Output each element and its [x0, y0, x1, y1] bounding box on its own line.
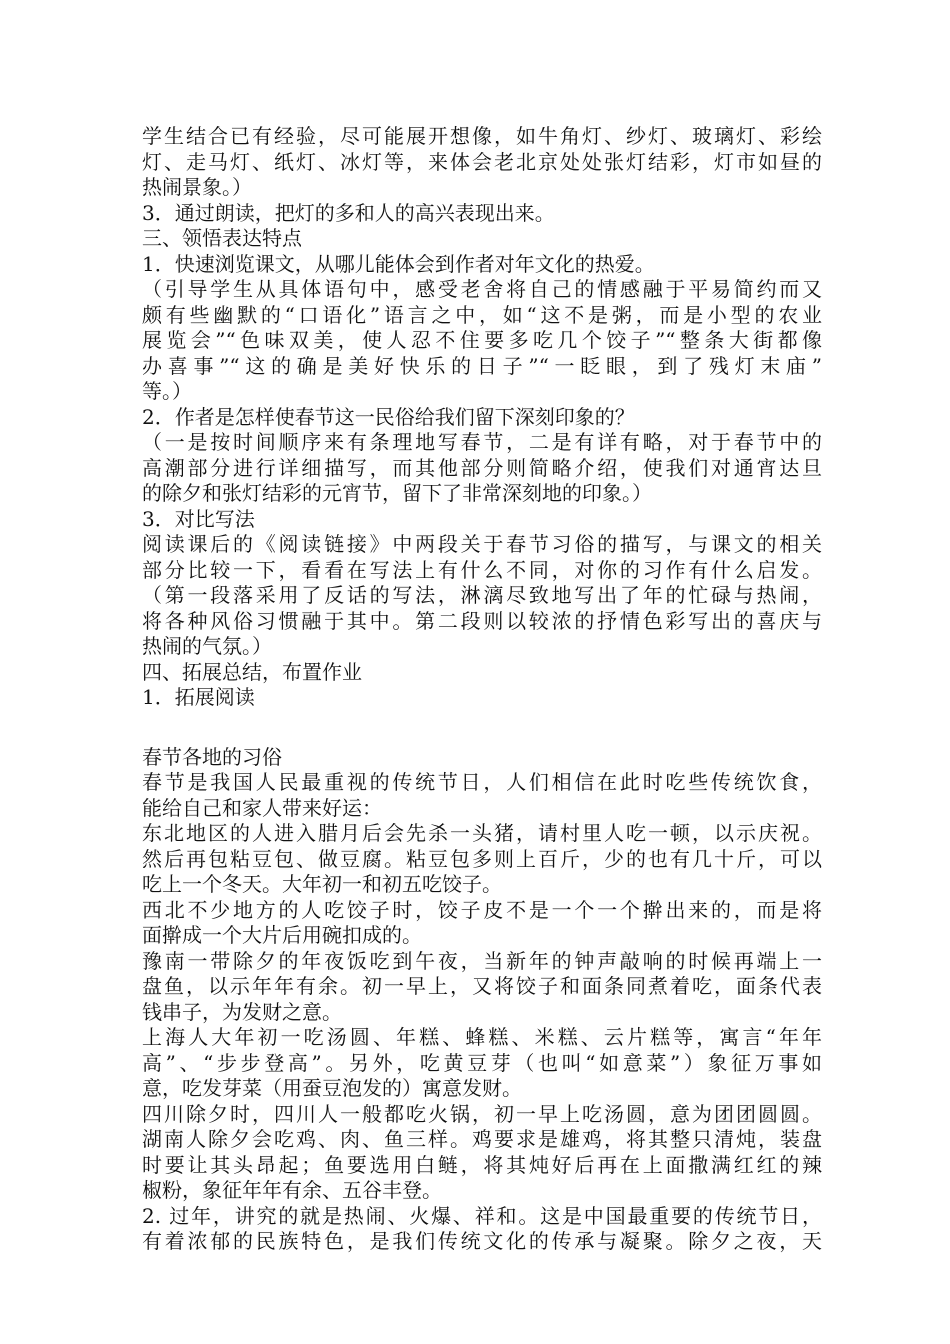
text-line: 时要让其头昂起；鱼要选用白鲢，将其炖好后再在上面撒满红红的辣 — [142, 1152, 822, 1177]
text-line: 四川除夕时，四川人一般都吃火锅，初一早上吃汤圆，意为团团圆圆。 — [142, 1101, 822, 1126]
text-line: 3．对比写法 — [142, 506, 255, 531]
text-line: 将各种风俗习惯融于其中。第二段则以较浓的抒情色彩写出的喜庆与 — [142, 608, 822, 633]
text-line: 灯、走马灯、纸灯、冰灯等，来体会老北京处处张灯结彩，灯市如昼的 — [142, 149, 822, 174]
text-line: 阅读课后的《阅读链接》中两段关于春节习俗的描写，与课文的相关 — [142, 532, 822, 556]
text-line: 等。） — [142, 379, 192, 403]
text-line: 高”、“步步登高”。另外，吃黄豆芽（也叫“如意菜”）象征万事如 — [142, 1050, 822, 1075]
text-line: 展览会”“色味双美，使人忍不住要多吃几个饺子”“整条大街都像 — [142, 328, 822, 352]
text-line: 高潮部分进行详细描写，而其他部分则简略介绍，使我们对通宵达旦 — [142, 455, 822, 480]
text-line: （第一段落采用了反话的写法，淋漓尽致地写出了年的忙碌与热闹， — [142, 583, 822, 607]
text-line: 1．拓展阅读 — [142, 685, 255, 709]
text-line: （一是按时间顺序来有条理地写春节，二是有详有略，对于春节中的 — [142, 430, 822, 454]
text-line: 春节各地的习俗 — [142, 744, 282, 769]
text-line: 办喜事”“这的确是美好快乐的日子”“一眨眼，到了残灯末庙” — [142, 353, 822, 378]
text-line: 颇有些幽默的“口语化”语言之中，如“这不是粥，而是小型的农业 — [142, 302, 822, 327]
text-line: 3．通过朗读，把灯的多和人的高兴表现出来。 — [142, 200, 555, 225]
text-line: 春节是我国人民最重视的传统节日，人们相信在此时吃些传统饮食， — [142, 770, 822, 794]
text-line: 2. 过年，讲究的就是热闹、火爆、祥和。这是中国最重要的传统节日， — [142, 1203, 822, 1228]
text-line: 能给自己和家人带来好运： — [142, 795, 382, 820]
text-line: 2．作者是怎样使春节这一民俗给我们留下深刻印象的？ — [142, 404, 635, 429]
text-line: 西北不少地方的人吃饺子时，饺子皮不是一个一个擀出来的，而是将 — [142, 897, 822, 922]
blank-line — [142, 711, 822, 745]
text-line: 的除夕和张灯结彩的元宵节，留下了非常深刻地的印象。） — [142, 481, 652, 505]
document-page — [142, 124, 822, 1255]
text-line: 湖南人除夕会吃鸡、肉、鱼三样。鸡要求是雄鸡，将其整只清炖，装盘 — [142, 1127, 822, 1151]
text-line: 然后再包粘豆包、做豆腐。粘豆包多则上百斤，少的也有几十斤，可以 — [142, 846, 822, 871]
text-line: 面擀成一个大片后用碗扣成的。 — [142, 923, 422, 947]
text-line: 1．快速浏览课文，从哪儿能体会到作者对年文化的热爱。 — [142, 251, 655, 276]
text-line: 三、领悟表达特点 — [142, 226, 302, 250]
text-line: 东北地区的人进入腊月后会先杀一头猪，请村里人吃一顿，以示庆祝。 — [142, 821, 822, 845]
text-line: 部分比较一下，看看在写法上有什么不同，对你的习作有什么启发。 — [142, 557, 822, 582]
text-line: 椒粉，象征年年有余、五谷丰登。 — [142, 1178, 442, 1202]
text-line: 钱串子，为发财之意。 — [142, 999, 342, 1024]
text-line: 有着浓郁的民族特色，是我们传统文化的传承与凝聚。除夕之夜，天 — [142, 1229, 822, 1253]
text-line: （引导学生从具体语句中，感受老舍将自己的情感融于平易简约而又 — [142, 277, 822, 301]
text-line: 意，吃发芽菜（用蚕豆泡发的）寓意发财。 — [142, 1076, 522, 1100]
text-line: 四、拓展总结，布置作业 — [142, 659, 362, 684]
text-line: 热闹景象。） — [142, 175, 252, 199]
text-line: 吃上一个冬天。大年初一和初五吃饺子。 — [142, 872, 502, 896]
text-line: 豫南一带除夕的年夜饭吃到午夜，当新年的钟声敲响的时候再端上一 — [142, 948, 822, 973]
text-line: 盘鱼，以示年年有余。初一早上，又将饺子和面条同煮着吃，面条代表 — [142, 974, 822, 998]
text-line: 上海人大年初一吃汤圆、年糕、蜂糕、米糕、云片糕等，寓言“年年 — [142, 1025, 822, 1049]
text-line: 学生结合已有经验，尽可能展开想像，如牛角灯、纱灯、玻璃灯、彩绘 — [142, 124, 822, 148]
text-line: 热闹的气氛。） — [142, 634, 272, 658]
